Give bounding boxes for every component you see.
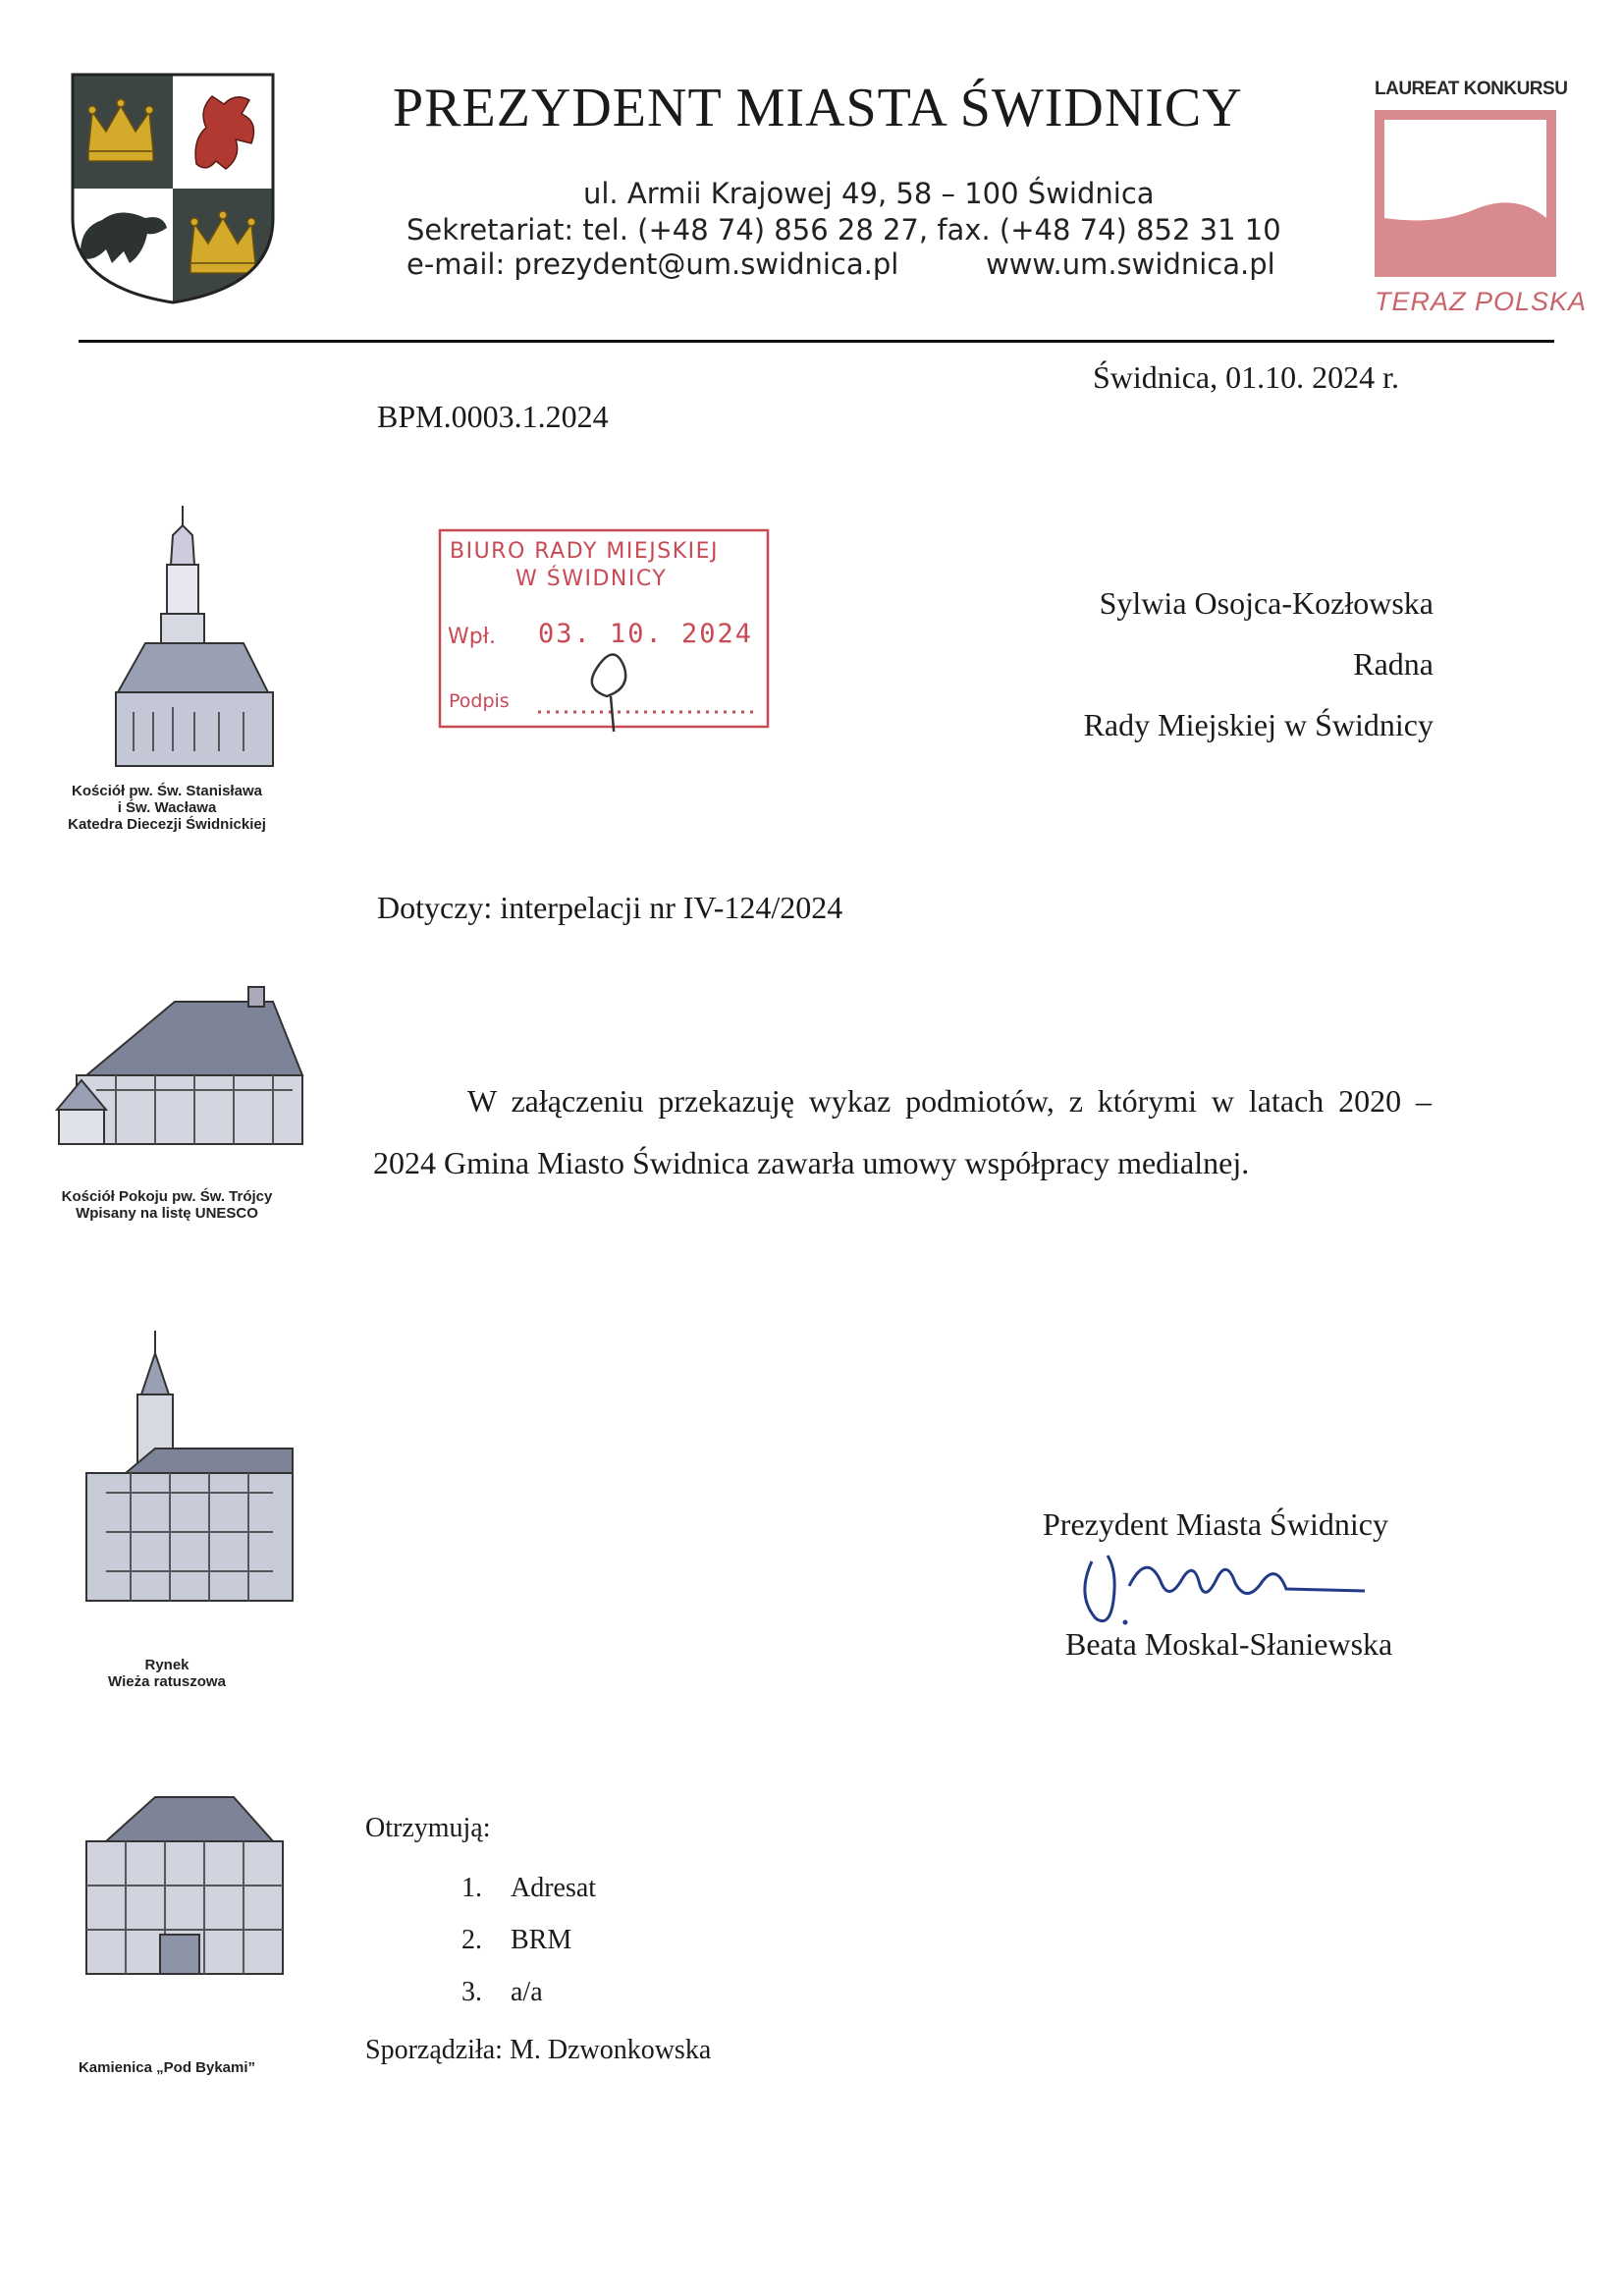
church-of-peace-illustration (47, 982, 312, 1154)
caption-town-hall: Rynek Wieża ratuszowa (108, 1657, 226, 1690)
recipient-council: Rady Miejskiej w Świdnicy (1083, 707, 1434, 742)
list-item: 2. BRM (461, 1925, 572, 1955)
handwritten-initial (592, 655, 625, 733)
distribution-list (461, 1862, 596, 2018)
caption-pod-bykami: Kamienica „Pod Bykami” (78, 2059, 256, 2076)
stamp-signature-label: Podpis (449, 690, 510, 712)
award-label: LAUREAT KONKURSU (1375, 79, 1568, 99)
office-address: ul. Armii Krajowej 49, 58 – 100 Świdnica (583, 177, 1155, 210)
website-url: www.um.swidnica.pl (986, 247, 1275, 281)
letter-subject: Dotyczy: interpelacji nr IV-124/2024 (377, 890, 843, 925)
list-item: 1. Adresat (461, 1873, 597, 1903)
cathedral-illustration (47, 496, 283, 781)
signatory-name: Beata Moskal-Słaniewska (1065, 1626, 1393, 1662)
teraz-polska-logo (1370, 71, 1561, 321)
recipient-name: Sylwia Osojca-Kozłowska (1099, 585, 1434, 621)
signatory-role: Prezydent Miasta Świdnicy (1043, 1506, 1388, 1542)
letter-body: W załączeniu przekazuję wykaz podmiotów, z którymi w latach 2020 – 2024 Gmina Miasto Świdnica zawarła umowy współpracy medialnej. (373, 1083, 1432, 1180)
reference-number: BPM.0003.1.2024 (377, 399, 609, 434)
stamp-received-date: 03. 10. 2024 (538, 619, 754, 649)
stamp-city-line: W ŚWIDNICY (515, 567, 668, 591)
email-address: e-mail: prezydent@um.swidnica.pl (406, 247, 899, 281)
header-divider (79, 340, 1554, 343)
recipient-title: Radna (1353, 646, 1434, 682)
caption-church-of-peace: Kościół Pokoju pw. Św. Trójcy Wpisany na listę UNESCO (61, 1188, 273, 1222)
letter-date: Świdnica, 01.10. 2024 r. (1093, 359, 1399, 395)
stamp-received-label: Wpł. (448, 625, 496, 649)
award-slogan: TERAZ POLSKA (1375, 287, 1588, 316)
handwritten-signature (1070, 1542, 1375, 1635)
pod-bykami-house-illustration (47, 1787, 293, 1979)
page-title: PREZYDENT MIASTA ŚWIDNICY (393, 78, 1243, 138)
stamp-office-line: BIURO RADY MIEJSKIEJ (450, 539, 720, 564)
distribution-title: Otrzymują: (365, 1813, 491, 1843)
caption-cathedral: Kościół pw. Św. Stanisława i Św. Wacława Katedra Diecezji Świdnickiej (68, 783, 266, 833)
town-hall-tower-illustration (47, 1326, 302, 1611)
city-coat-of-arms (69, 71, 277, 306)
phone-fax: Sekretariat: tel. (+48 74) 856 28 27, fax. (+48 74) 852 31 10 (406, 213, 1281, 246)
list-item: 3. a/a (461, 1977, 543, 2007)
prepared-by: Sporządziła: M. Dzwonkowska (365, 2035, 712, 2065)
